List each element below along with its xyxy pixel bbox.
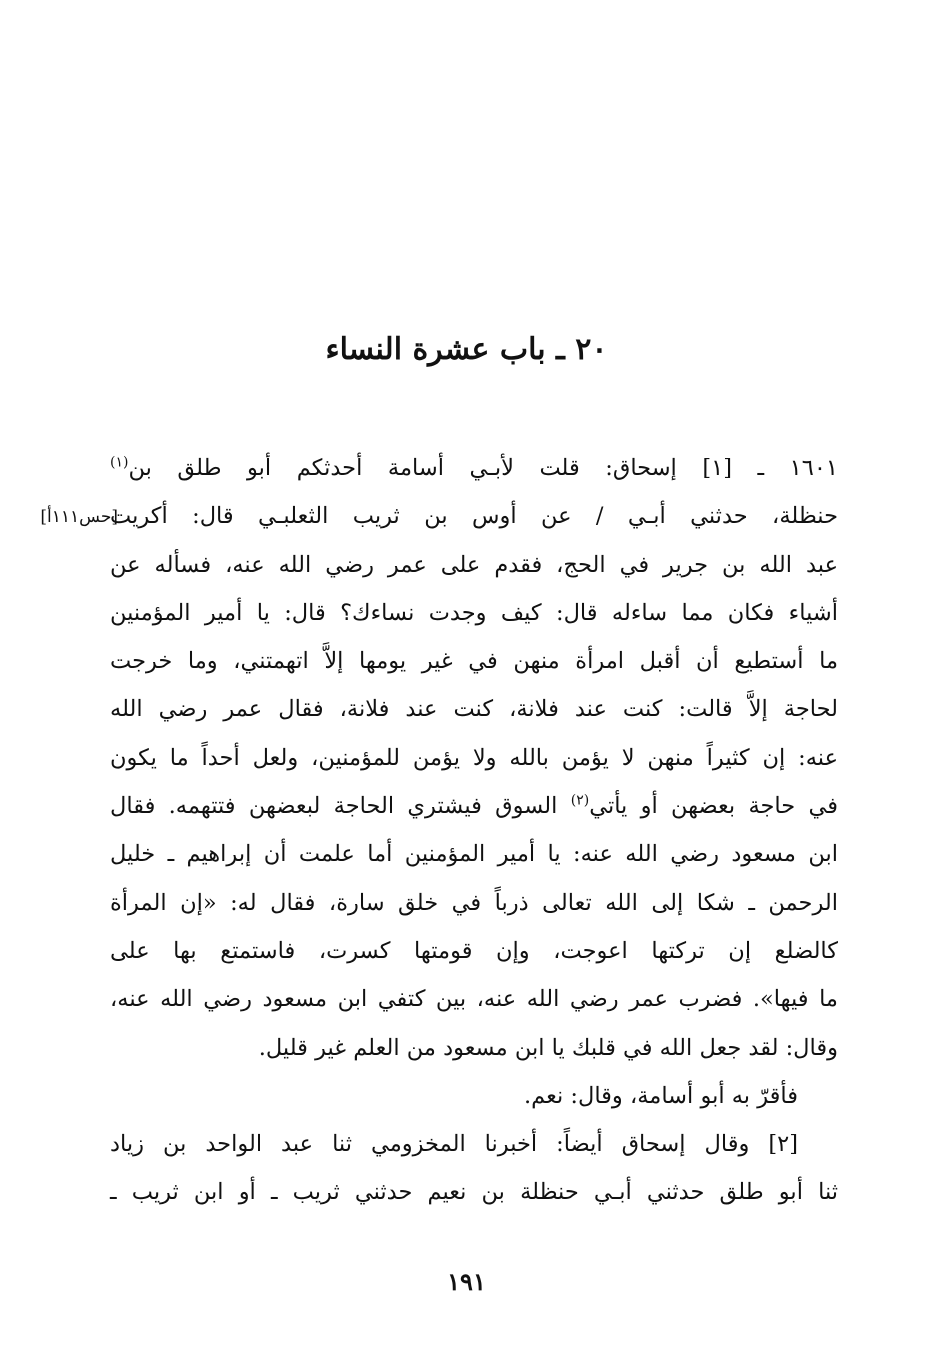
footnote-marker-1: (١) xyxy=(110,454,129,471)
line-16-text: ثنا أبو طلق حدثني أبـي حنظلة بن نعيم حدثني ثريب ـ أو ابن ثريب ـ xyxy=(110,1179,838,1206)
text-line-14 xyxy=(110,1072,838,1120)
line-5-text: ما أستطيع أن أقبل امرأة منهن في غير يومها إلاَّ اتهمتني، وما خرجت xyxy=(110,648,838,675)
body-text xyxy=(110,444,838,1217)
text-line-7 xyxy=(110,734,838,782)
line-9-text: ابن مسعود رضي الله عنه: يا أمير المؤمنين أما علمت أن إبراهيم ـ خليل xyxy=(110,841,838,868)
text-line-9 xyxy=(110,830,838,878)
chapter-title: ٢٠ ـ باب عشرة النساء xyxy=(325,332,608,367)
line-3-text: عبد الله بن جرير في الحج، فقدم على عمر رضي الله عنه، فسأله عن xyxy=(110,551,838,578)
line-11-text: كالضلع إن تركتها اعوجت، وإن قومتها كسرت، فاستمتع بها على xyxy=(110,937,838,964)
text-line-16 xyxy=(110,1168,838,1216)
line-1-text: ١٦٠١ ـ [١] إسحاق: قلت لأبـي أسامة أحدثكم أبو طلق بن xyxy=(128,455,838,481)
line-10-text: الرحمن ـ شكا إلى الله تعالى ذرباً في خلق سارة، فقال له: «إن المرأة xyxy=(110,889,838,916)
text-line-8 xyxy=(110,782,838,830)
line-14-text: فأقرّ به أبو أسامة، وقال: نعم. xyxy=(524,1082,798,1109)
margin-reference: [حس١١١أ] xyxy=(40,507,118,527)
line-6-text: لحاجة إلاَّ قالت: كنت عند فلانة، كنت عند فلانة، فقال عمر رضي الله xyxy=(110,696,838,723)
footnote-marker-2: (٢) xyxy=(570,792,590,809)
text-line-15 xyxy=(110,1120,838,1168)
text-line-12 xyxy=(110,975,838,1023)
text-line-6 xyxy=(110,685,838,733)
page-number: ١٩١ xyxy=(447,1267,486,1296)
text-line-10 xyxy=(110,879,838,927)
text-line-2 xyxy=(110,492,838,540)
line-4-text: أشياء فكان مما ساءله قال: كيف وجدت نساءك؟ قال: يا أمير المؤمنين xyxy=(110,599,838,626)
line-2-text: حنظلة، حدثني أبـي / عن أوس بن ثريب الثعلبـي قال: أكريت xyxy=(110,503,838,530)
line-13-text: وقال: لقد جعل الله في قلبك يا ابن مسعود من العلم غير قليل. xyxy=(258,1034,838,1061)
text-line-4 xyxy=(110,589,838,637)
line-15-text: [٢] وقال إسحاق أيضاً: أخبرنا المخزومي ثنا عبد الواحد بن زياد xyxy=(110,1131,798,1158)
text-line-1 xyxy=(110,444,838,492)
line-8-text-after: السوق فيشتري الحاجة لبعضهن فتتهمه. فقال xyxy=(110,793,571,820)
text-line-5 xyxy=(110,637,838,685)
text-line-11 xyxy=(110,927,838,975)
line-12-text: ما فيها». فضرب عمر رضي الله عنه، بين كتفي ابن مسعود رضي الله عنه، xyxy=(110,986,838,1013)
line-8-text-before: في حاجة بعضهن أو يأتي xyxy=(589,793,838,820)
text-line-13 xyxy=(110,1024,838,1072)
text-line-3 xyxy=(110,541,838,589)
line-7-text: عنه: إن كثيراً منهن لا يؤمن بالله ولا يؤمن للمؤمنين، ولعل أحداً ما يكون xyxy=(110,744,838,771)
